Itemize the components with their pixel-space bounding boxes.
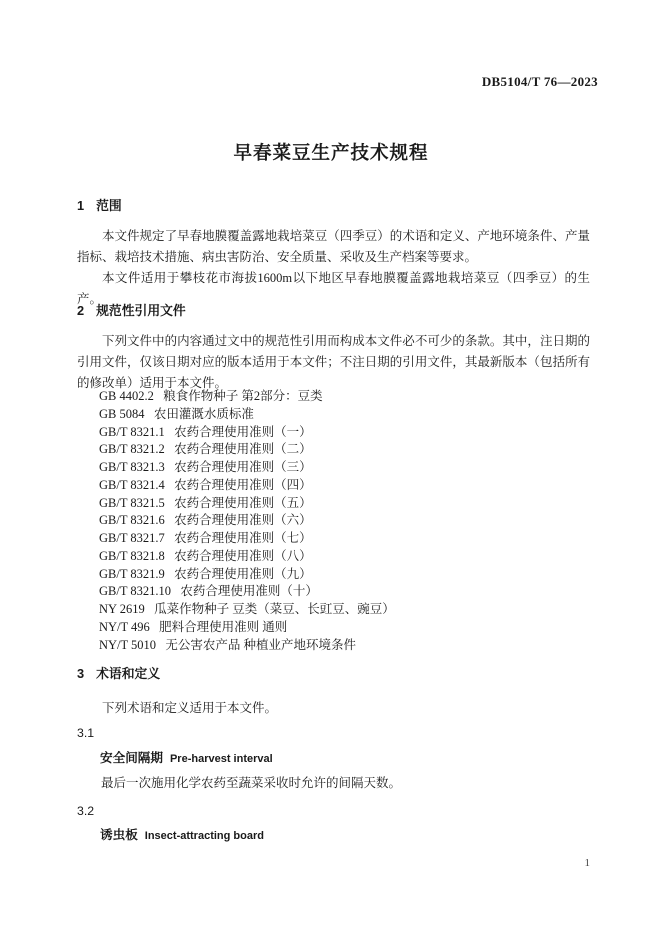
section-number: 3 — [77, 666, 85, 681]
references-intro: 下列文件中的内容通过文中的规范性引用而构成本文件必不可少的条款。其中，注日期的引用文件，仅该日期对应的版本适用于本文件；不注日期的引用文件，其最新版本（包括所有的修改单）适用于本文件。 — [77, 334, 590, 390]
reference-list — [77, 388, 590, 654]
section-scope-heading — [77, 198, 590, 214]
reference-item: GB/T 8321.3 农药合理使用准则（三） — [99, 460, 312, 474]
section-title: 规范性引用文件 — [96, 303, 186, 318]
reference-item: GB/T 8321.9 农药合理使用准则（九） — [99, 566, 312, 581]
reference-item: NY/T 496 肥料合理使用准则 通则 — [99, 619, 288, 634]
term-english: Insect-attracting board — [144, 829, 264, 842]
reference-item: GB/T 8321.10 农药合理使用准则（十） — [99, 584, 318, 599]
scope-paragraph-2: 本文件适用于攀枝花市海拔1600m以下地区早春地膜覆盖露地栽培菜豆（四季豆）的生产。 — [77, 271, 590, 306]
reference-item: GB/T 8321.5 农药合理使用准则（五） — [99, 495, 312, 510]
reference-item: GB/T 8321.4 农药合理使用准则（四） — [99, 477, 312, 492]
reference-item: GB/T 8321.2 农药合理使用准则（二） — [99, 442, 312, 457]
standard-code: DB5104/T 76—2023 — [481, 74, 598, 89]
term-chinese: 诱虫板 — [100, 828, 138, 842]
reference-item: GB/T 8321.7 农药合理使用准则（七） — [99, 531, 312, 545]
section-references-heading — [77, 303, 590, 319]
scope-paragraph-1: 本文件规定了早春地膜覆盖露地栽培菜豆（四季豆）的术语和定义、产地环境条件、产量指标、栽培技术措施、病虫害防治、安全质量、采收及生产档案等要求。 — [77, 229, 590, 264]
section-number: 1 — [77, 198, 85, 213]
term-entry — [77, 826, 613, 845]
reference-item: GB/T 8321.8 农药合理使用准则（八） — [99, 548, 312, 563]
term-entry-number: 3.2 — [77, 804, 95, 818]
section-title: 范围 — [96, 198, 122, 213]
term-chinese: 安全间隔期 — [100, 751, 163, 765]
reference-item: GB 5084 农田灌溉水质标准 — [99, 406, 254, 421]
terms-intro: 下列术语和定义适用于本文件。 — [102, 701, 278, 715]
section-number: 2 — [77, 303, 85, 318]
term-entry — [77, 749, 613, 768]
term-definition: 最后一次施用化学农药至蔬菜采收时允许的间隔天数。 — [101, 776, 402, 790]
term-entry-number: 3.1 — [77, 726, 95, 740]
term-english: Pre-harvest interval — [169, 752, 273, 765]
reference-item: NY 2619 瓜菜作物种子 豆类（菜豆、长豇豆、豌豆） — [99, 602, 395, 616]
reference-item: GB/T 8321.6 农药合理使用准则（六） — [99, 513, 312, 528]
reference-item: NY/T 5010 无公害农产品 种植业产地环境条件 — [99, 637, 357, 652]
reference-item: GB 4402.2 粮食作物种子 第2部分：豆类 — [99, 389, 323, 403]
section-title: 术语和定义 — [96, 666, 161, 681]
reference-item: GB/T 8321.1 农药合理使用准则（一） — [99, 424, 312, 439]
document-title: 早春菜豆生产技术规程 — [233, 142, 429, 163]
page-number: 1 — [584, 857, 590, 869]
section-terms-heading — [77, 666, 590, 682]
